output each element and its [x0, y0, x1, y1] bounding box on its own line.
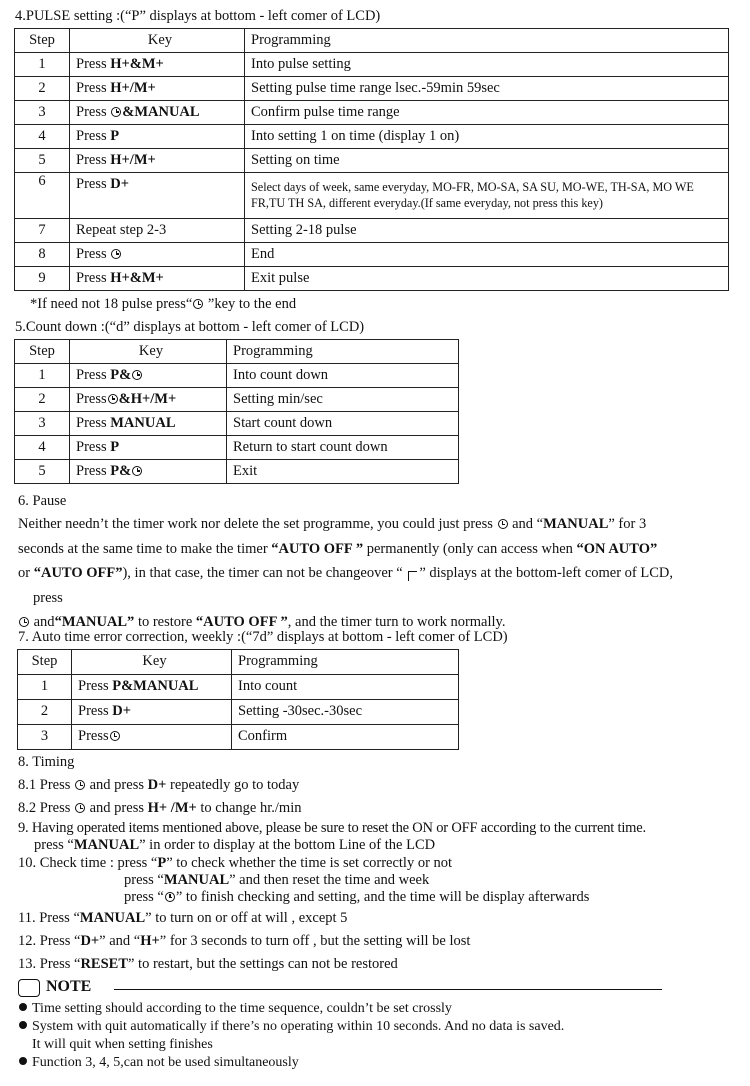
key-text: Press — [76, 390, 107, 407]
step-cell: 1 — [15, 53, 70, 77]
item-13 — [18, 956, 398, 973]
text: System with quit automatically if there’s no operating within 10 seconds. And no data is saved. — [32, 1019, 565, 1034]
key-text: Press — [76, 55, 111, 72]
key-text: H+&M+ — [110, 269, 164, 286]
key-text: Press — [76, 176, 111, 192]
step-cell: 2 — [15, 388, 70, 412]
key-text: &H+/M+ — [118, 390, 177, 407]
text: and “ — [508, 516, 544, 532]
text: MANUAL — [543, 516, 609, 532]
text: 8.2 Press — [18, 800, 74, 816]
step-cell: 7 — [15, 219, 70, 243]
key-text: Repeat step 2-3 — [76, 221, 167, 238]
note-box-icon — [18, 979, 40, 997]
key-text: P& — [110, 366, 132, 383]
timing-8-2 — [18, 800, 301, 817]
table-row — [15, 125, 729, 149]
table-row — [15, 436, 459, 460]
step-cell: 2 — [18, 700, 72, 725]
text: ” and “ — [99, 933, 141, 949]
table-row — [15, 267, 729, 291]
key-text: Press — [78, 703, 113, 720]
key-text: D+ — [110, 176, 129, 192]
item-12 — [18, 933, 470, 950]
text: Neither needn’t the timer work nor delete the set programme, you could just press — [18, 516, 497, 532]
programming-cell: End — [245, 243, 729, 267]
note-label: NOTE — [46, 978, 92, 995]
text: and press — [86, 800, 148, 816]
text: to change hr./min — [196, 800, 302, 816]
table-row — [15, 243, 729, 267]
text: 8.1 Press — [18, 777, 74, 793]
note-bullet-3 — [19, 1054, 299, 1071]
step-cell: 4 — [15, 436, 70, 460]
programming-cell: Setting min/sec — [227, 388, 459, 412]
text: or — [18, 565, 34, 581]
corner-bracket-icon — [408, 571, 417, 581]
text: ” for 3 seconds to turn off , but the setting will be lost — [159, 933, 471, 949]
programming-cell: Setting on time — [245, 149, 729, 173]
text: P — [157, 855, 167, 871]
text: ” to finish checking and setting, and the time will be display afterwards — [175, 889, 590, 905]
programming-cell: Into count — [232, 675, 459, 700]
key-text: P — [110, 438, 120, 455]
key-cell — [70, 77, 245, 101]
key-cell — [70, 460, 227, 484]
key-cell — [72, 725, 232, 750]
programming-cell: Setting 2-18 pulse — [245, 219, 729, 243]
step-cell: 5 — [15, 149, 70, 173]
key-text: Press — [76, 103, 111, 120]
key-cell — [70, 101, 245, 125]
pulse-footnote — [30, 296, 296, 313]
key-text: Press — [76, 245, 111, 262]
key-cell — [72, 700, 232, 725]
text: , and the timer turn to work normally. — [287, 614, 506, 630]
programming-cell: Into setting 1 on time (display 1 on) — [245, 125, 729, 149]
table-row — [15, 460, 459, 484]
text: ” to check whether the time is set correctly or not — [166, 855, 453, 871]
clock-icon — [193, 299, 203, 309]
section-8-title: 8. Timing — [18, 754, 75, 770]
header-programming: Programming — [227, 340, 459, 364]
key-text: Press — [76, 127, 111, 144]
item-9-line-2 — [34, 837, 435, 854]
item-9-line-1: 9. Having operated items mentioned above, please be sure to reset the ON or OFF according to the current time. — [18, 820, 646, 836]
text: Time setting should according to the time sequence, couldn’t be set crossly — [32, 1001, 452, 1016]
table-row — [15, 173, 729, 219]
text: ” in order to display at the bottom Line of the LCD — [139, 837, 436, 853]
section-6-title: 6. Pause — [18, 493, 67, 509]
text: to restore — [134, 614, 196, 630]
table-row — [15, 364, 459, 388]
table-row — [15, 149, 729, 173]
bullet-icon — [19, 1003, 27, 1011]
clock-icon — [75, 803, 85, 813]
text: “MANUAL” — [54, 614, 135, 630]
step-cell: 9 — [15, 267, 70, 291]
table-row — [18, 725, 459, 750]
text: “AUTO OFF ” — [195, 614, 288, 630]
key-cell — [70, 436, 227, 460]
clock-icon — [110, 731, 120, 741]
key-cell — [70, 243, 245, 267]
step-cell: 3 — [18, 725, 72, 750]
key-text: H+&M+ — [110, 55, 164, 72]
text: ” for 3 — [608, 516, 647, 532]
text: 12. Press “ — [18, 933, 81, 949]
key-cell — [70, 388, 227, 412]
text: 10. Check time : press “ — [18, 855, 158, 871]
key-text: Press — [76, 462, 111, 479]
key-text: D+ — [112, 703, 131, 720]
clock-icon — [108, 394, 118, 404]
text: press “ — [124, 889, 164, 905]
key-cell — [70, 412, 227, 436]
text: “AUTO OFF ” — [271, 540, 364, 557]
item-10-line-1 — [18, 855, 452, 872]
step-cell: 3 — [15, 412, 70, 436]
programming-cell: Setting -30sec.-30sec — [232, 700, 459, 725]
header-key: Key — [70, 29, 245, 53]
key-cell — [70, 364, 227, 388]
text: ” and then reset the time and week — [229, 872, 430, 888]
header-step: Step — [15, 29, 70, 53]
pause-paragraph — [18, 512, 738, 635]
programming-cell: Confirm pulse time range — [245, 101, 729, 125]
timing-8-1 — [18, 777, 299, 794]
clock-icon — [498, 519, 508, 529]
table-row — [15, 77, 729, 101]
programming-cell: Into pulse setting — [245, 53, 729, 77]
item-11 — [18, 910, 347, 927]
text: H+ /M+ — [147, 800, 197, 816]
item-10-line-2 — [124, 872, 429, 889]
key-text: Press — [78, 678, 113, 695]
header-key: Key — [70, 340, 227, 364]
text: MANUAL — [73, 837, 140, 853]
key-text: Press — [76, 151, 111, 168]
table-row — [15, 388, 459, 412]
text: H+ — [140, 933, 160, 949]
key-text: &MANUAL — [122, 103, 200, 120]
key-text: P& — [110, 462, 132, 479]
text: “ON AUTO” — [576, 540, 658, 557]
step-cell: 3 — [15, 101, 70, 125]
key-cell — [70, 125, 245, 149]
key-cell — [72, 675, 232, 700]
bullet-icon — [19, 1021, 27, 1029]
step-cell: 1 — [15, 364, 70, 388]
clock-icon — [165, 892, 175, 902]
text: 13. Press “ — [18, 956, 81, 972]
header-step: Step — [18, 650, 72, 675]
text: press “ — [34, 837, 74, 853]
step-cell: 1 — [18, 675, 72, 700]
clock-icon — [75, 780, 85, 790]
key-text: H+/M+ — [110, 151, 156, 168]
programming-cell: Into count down — [227, 364, 459, 388]
programming-cell: Start count down — [227, 412, 459, 436]
programming-cell: Confirm — [232, 725, 459, 750]
text: press “ — [124, 872, 164, 888]
text: RESET — [80, 956, 128, 972]
bullet-icon — [19, 1057, 27, 1065]
header-programming: Programming — [245, 29, 729, 53]
text: repeatedly go to today — [166, 777, 300, 793]
table-row — [15, 53, 729, 77]
key-text: P — [110, 127, 120, 144]
header-programming: Programming — [232, 650, 459, 675]
programming-cell: Exit — [227, 460, 459, 484]
text: “AUTO OFF” — [33, 565, 123, 581]
key-cell — [70, 53, 245, 77]
text: 11. Press “ — [18, 910, 80, 926]
text: D+ — [147, 777, 167, 793]
clock-icon — [132, 466, 142, 476]
text: D+ — [80, 933, 100, 949]
table-row — [15, 219, 729, 243]
pause-line-3 — [18, 561, 738, 586]
auto-correction-table — [17, 649, 459, 750]
count-down-table — [14, 339, 459, 484]
table-row — [18, 675, 459, 700]
key-text: Press — [76, 414, 111, 431]
clock-icon — [111, 249, 121, 259]
text: ” to turn on or off at will , except 5 — [145, 910, 348, 926]
programming-cell: Return to start count down — [227, 436, 459, 460]
programming-cell: Select days of week, same everyday, MO-FR, MO-SA, SA SU, MO-WE, TH-SA, MO WE FR,TU TH SA, different everyday.(If same everyday, not press this key) — [245, 173, 729, 219]
key-text: Press — [76, 79, 111, 96]
footnote-text-end: ”key to the end — [204, 296, 297, 312]
key-text: Press — [78, 728, 109, 745]
text: and — [30, 614, 55, 630]
clock-icon — [111, 107, 121, 117]
section-5-title: 5.Count down :(“d” displays at bottom - left comer of LCD) — [15, 319, 365, 335]
programming-cell: Setting pulse time range lsec.-59min 59sec — [245, 77, 729, 101]
footnote-text: *If need not 18 pulse press“ — [30, 296, 193, 312]
text: seconds at the same time to make the timer — [18, 540, 272, 557]
key-cell — [70, 267, 245, 291]
note-bullet-2 — [19, 1018, 564, 1035]
section-4-title: 4.PULSE setting :(“P” displays at bottom - left comer of LCD) — [15, 8, 381, 24]
note-divider — [114, 989, 662, 990]
step-cell: 5 — [15, 460, 70, 484]
key-text: Press — [76, 269, 111, 286]
key-text: Press — [76, 438, 111, 455]
table-row — [15, 101, 729, 125]
text: ), in that case, the timer can not be changeover “ — [122, 565, 407, 581]
text: Function 3, 4, 5,can not be used simultaneously — [32, 1055, 299, 1070]
text: ” displays at the bottom-left comer of LCD, — [419, 565, 673, 581]
note-bullet-1 — [19, 1000, 452, 1017]
key-cell — [70, 173, 245, 219]
note-bullet-2-cont: It will quit when setting finishes — [32, 1037, 213, 1052]
text: MANUAL — [163, 872, 230, 888]
programming-cell: Exit pulse — [245, 267, 729, 291]
header-key: Key — [72, 650, 232, 675]
section-7-title: 7. Auto time error correction, weekly :(“7d” displays at bottom - left comer of LCD) — [18, 629, 508, 645]
pause-line-1 — [18, 512, 738, 537]
text: MANUAL — [79, 910, 146, 926]
table-row — [15, 412, 459, 436]
pause-line-2 — [18, 537, 738, 562]
step-cell: 2 — [15, 77, 70, 101]
text: ” to restart, but the settings can not be restored — [128, 956, 398, 972]
key-text: Press — [76, 366, 111, 383]
key-cell — [70, 219, 245, 243]
key-cell — [70, 149, 245, 173]
header-step: Step — [15, 340, 70, 364]
text: and press — [86, 777, 148, 793]
clock-icon — [132, 370, 142, 380]
key-text: H+/M+ — [110, 79, 156, 96]
step-cell: 8 — [15, 243, 70, 267]
key-text: P&MANUAL — [112, 678, 199, 695]
text: permanently (only can access when — [363, 540, 577, 557]
item-10-line-3 — [124, 889, 589, 906]
key-text: MANUAL — [110, 414, 176, 431]
step-cell: 4 — [15, 125, 70, 149]
table-row — [18, 700, 459, 725]
pulse-setting-table — [14, 28, 729, 291]
pause-line-4: press — [33, 589, 63, 606]
clock-icon — [19, 617, 29, 627]
step-cell: 6 — [15, 173, 70, 219]
